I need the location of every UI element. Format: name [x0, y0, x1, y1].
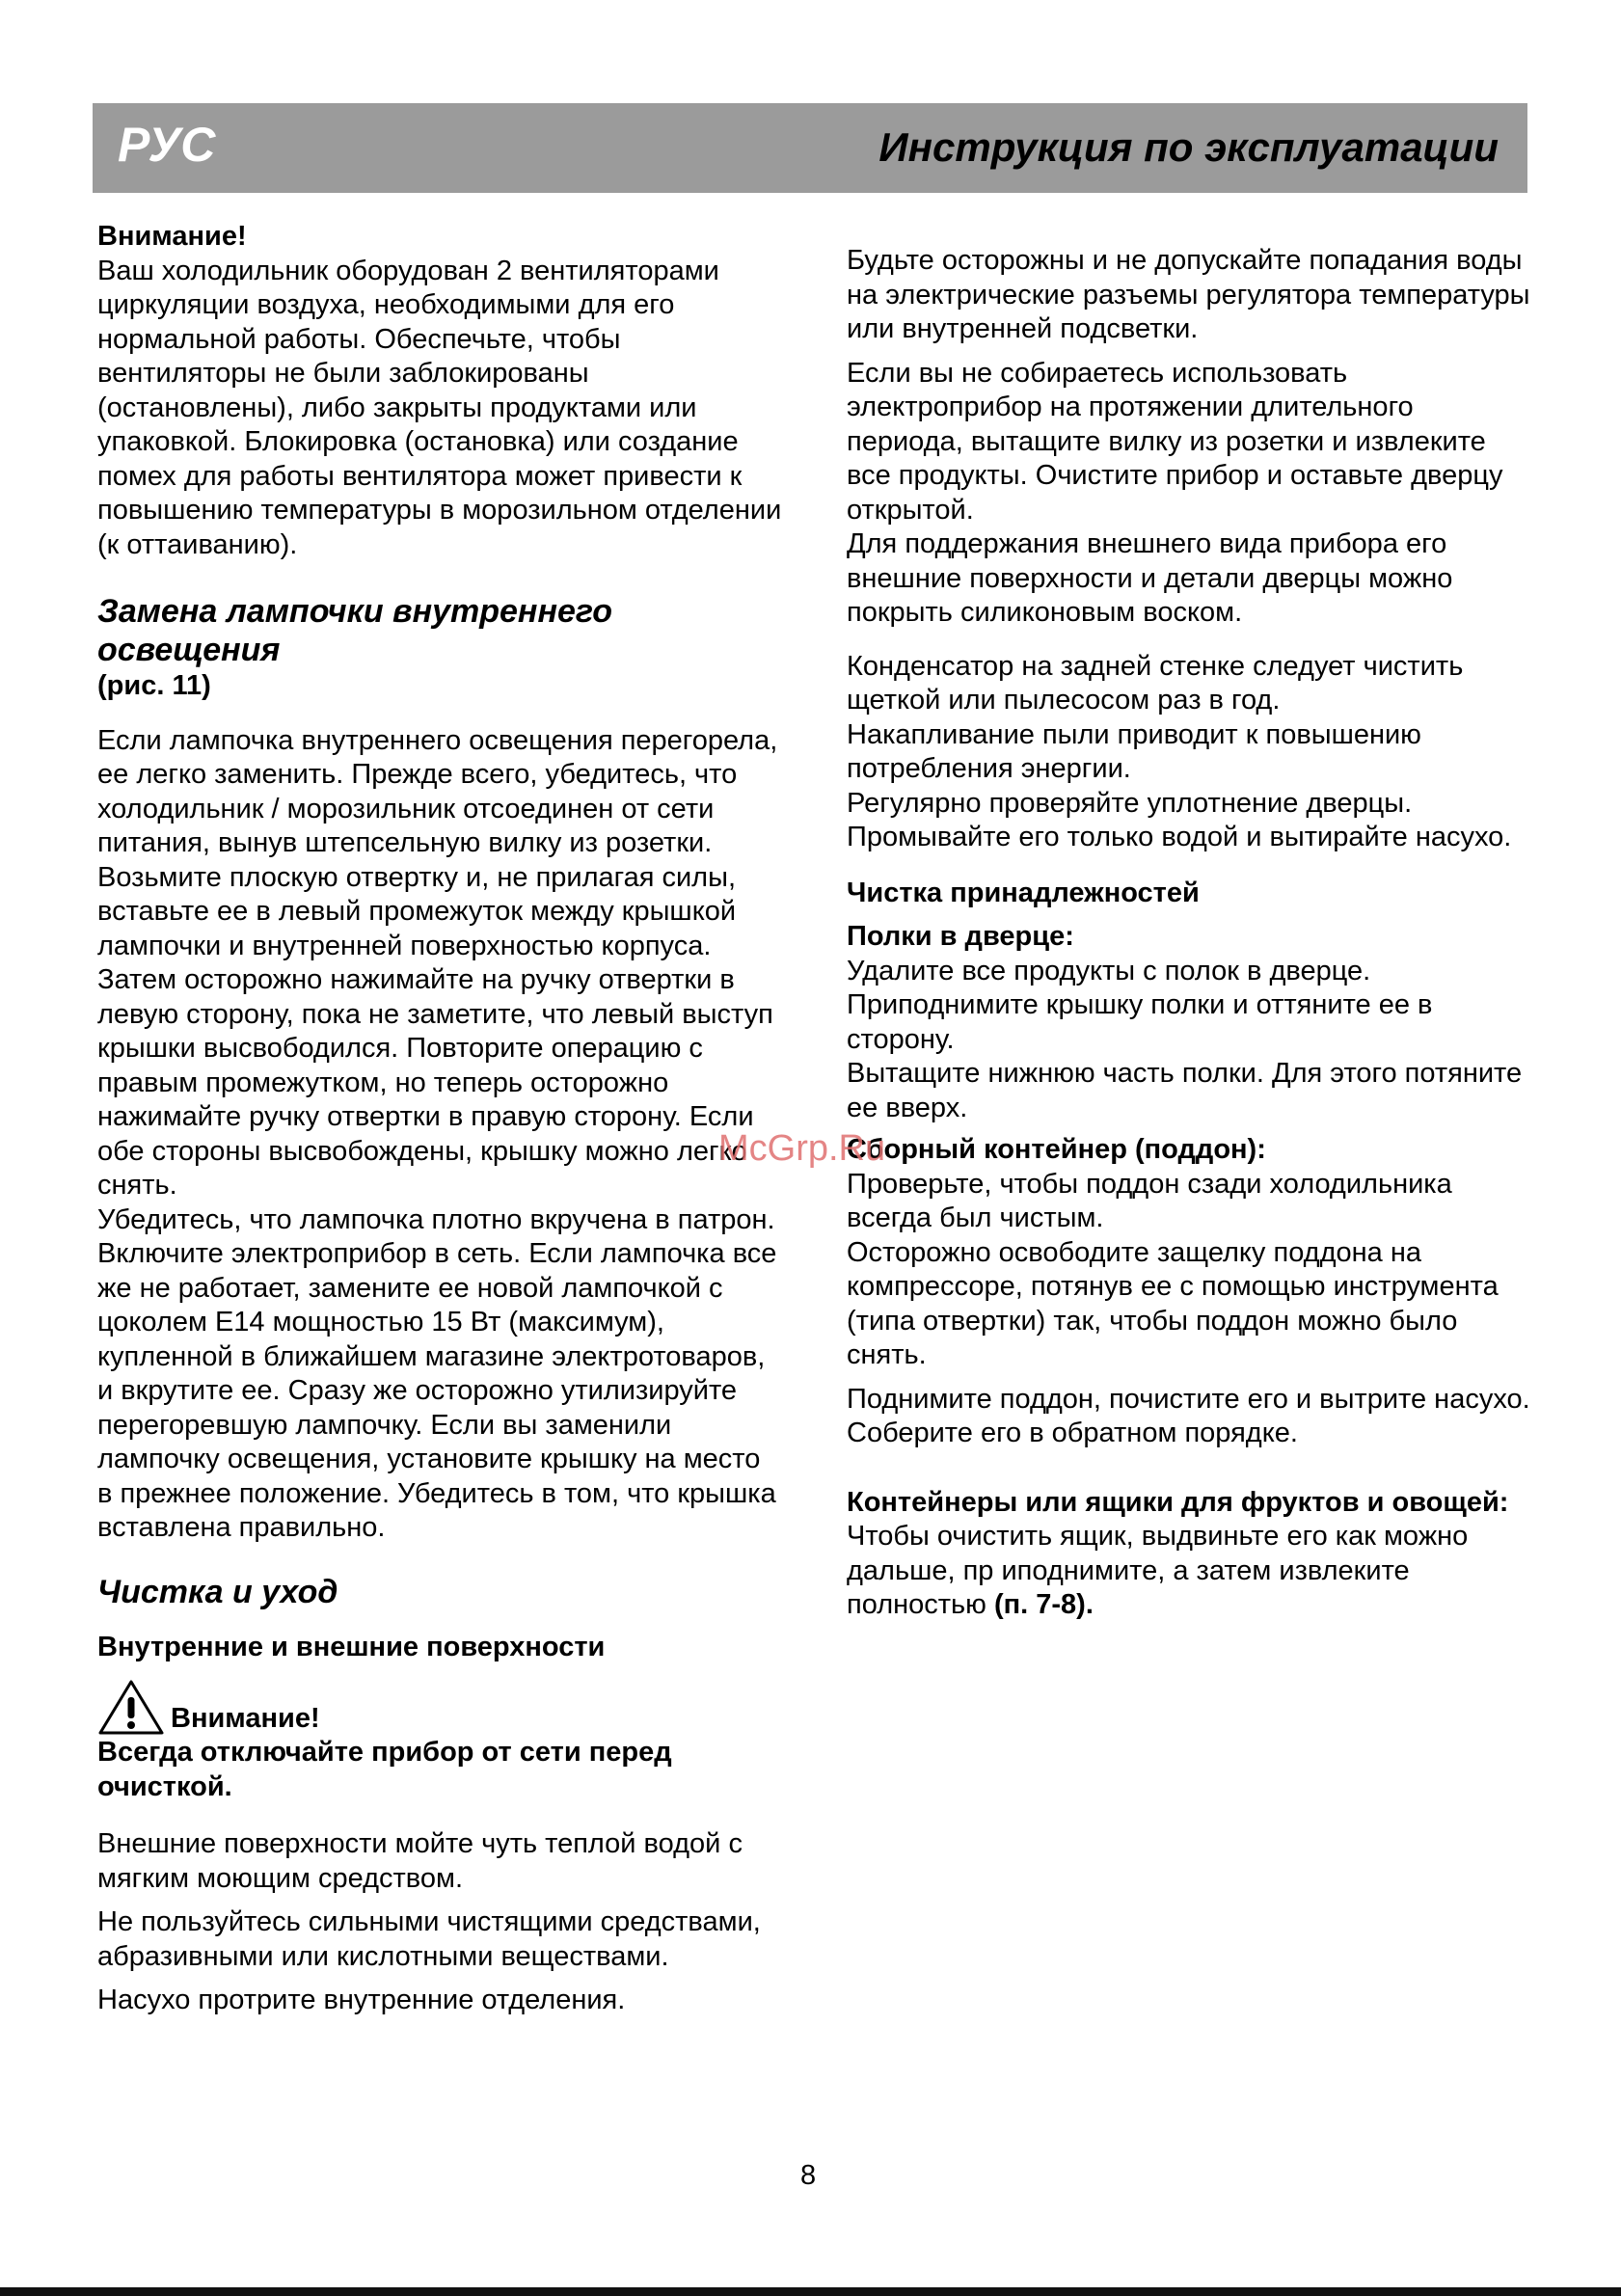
tray-step-1: Проверьте, чтобы поддон сзади холодильника всегда был чистым.	[847, 1168, 1452, 1233]
paragraph-silicone-wax: Для поддержания внешнего вида прибора его внешние поверхности и детали дверцы можно покрыть силиконовым воском.	[847, 528, 1453, 628]
language-label: РУС	[118, 118, 216, 172]
door-step-2: Приподнимите крышку полки и оттяните ее в сторону.	[847, 989, 1433, 1055]
paragraph-condenser: Конденсатор на задней стенке следует чистить щеткой или пылесосом раз в год.	[847, 650, 1464, 716]
paragraph-exterior: Внешние поверхности мойте чуть теплой водой с мягким моющим средством.	[97, 1828, 743, 1894]
paragraph-dry-interior: Насухо протрите внутренние отделения.	[97, 1985, 626, 2015]
watermark: McGrp.Ru	[718, 1128, 886, 1169]
warning2-text: Всегда отключайте прибор от сети перед очисткой.	[97, 1737, 672, 1802]
fruit-boxes-heading: Контейнеры или ящики для фруктов и овощей:	[847, 1486, 1509, 1518]
bottom-rule	[0, 2287, 1621, 2296]
right-column	[847, 244, 1536, 1623]
paragraph-long-absence: Если вы не собираетесь использовать электроприбор на протяжении длительного периода, вытащите вилку из розетки и извлеките все продукты. Очистите прибор и оставьте дверцу открытой.	[847, 357, 1503, 526]
warning-triangle-icon	[97, 1678, 165, 1736]
warning1-title: Внимание!	[97, 221, 247, 252]
tray-step-4: Соберите его в обратном порядке.	[847, 1418, 1298, 1448]
tray-step-2: Осторожно освободите защелку поддона на компрессоре, потянув ее с помощью инструмента (типа отвертки) так, чтобы поддон можно было снять.	[847, 1236, 1499, 1370]
fruit-boxes-text	[847, 1520, 1536, 1623]
left-column	[97, 220, 782, 2018]
paragraph-door-seal: Регулярно проверяйте уплотнение дверцы. Промывайте его только водой и вытирайте насухо.	[847, 787, 1512, 852]
lamp-figure-ref: (рис. 11)	[97, 670, 211, 701]
door-step-1: Удалите все продукты с полок в дверце.	[847, 955, 1371, 986]
lamp-text-1: Если лампочка внутреннего освещения перегорела, ее легко заменить. Прежде всего, убедитесь, что холодильник / морозильник отсоединен от сети питания, вынув штепсельную вилку из розетки. Возьмите плоскую отвертку и, не прилагая силы, вставьте ее в левый промежуток между крышкой лампочки и внутренней поверхностью корпуса. Затем осторожно нажимайте на ручку отвертки в левую сторону, пока не заметите, что левый выступ крышки высвободился. Повторите операцию с правым промежутком, но теперь осторожно нажимайте ручку отвертки в правую сторону. Если обе стороны высвобождены, крышку можно легко снять.	[97, 724, 778, 1201]
door-step-3: Вытащите нижнюю часть полки. Для этого потяните ее вверх.	[847, 1058, 1523, 1123]
fruit-boxes-body: Чтобы очистить ящик, выдвиньте его как можно дальше, пр иподнимите, а затем извлеките полностью	[847, 1521, 1469, 1620]
paragraph-no-abrasives: Не пользуйтесь сильными чистящими средствами, абразивными или кислотными веществами.	[97, 1906, 761, 1972]
tray-heading: Сборный контейнер (поддон):	[847, 1134, 1266, 1165]
paragraph-water-caution: Будьте осторожны и не допускайте попадания воды на электрические разъемы регулятора температуры или внутренней подсветки.	[847, 245, 1530, 344]
care-heading: Чистка и уход	[97, 1573, 338, 1610]
lamp-heading: Замена лампочки внутреннего освещения	[97, 593, 612, 668]
lamp-text-2: Убедитесь, что лампочка плотно вкручена в патрон. Включите электроприбор в сеть. Если лампочка все же не работает, замените ее новой лампочкой с цоколем E14 мощностью 15 Вт (максимум), купленной в ближайшем магазине электротоваров, и вкрутите ее. Сразу же осторожно утилизируйте перегоревшую лампочку. Если вы заменили лампочку освещения, установите крышку на место в прежнее положение. Убедитесь в том, что крышка вставлена правильно.	[97, 1203, 777, 1543]
warning2-title: Внимание!	[171, 1702, 320, 1734]
page-number: 8	[800, 2160, 817, 2191]
accessories-heading: Чистка принадлежностей	[847, 877, 1200, 908]
warning2-row	[97, 1678, 782, 1736]
tray-step-3: Поднимите поддон, почистите его и вытрите насухо.	[847, 1383, 1530, 1415]
surfaces-heading: Внутренние и внешние поверхности	[97, 1631, 606, 1662]
fruit-boxes-ref: (п. 7-8).	[993, 1589, 1094, 1620]
paragraph-dust: Накапливание пыли приводит к повышению потребления энергии.	[847, 718, 1421, 784]
warning1-text: Ваш холодильник оборудован 2 вентиляторами циркуляции воздуха, необходимыми для его нормальной работы. Обеспечьте, чтобы вентиляторы не были заблокированы (остановлены), либо закрыты продуктами или упаковкой. Блокировка (остановка) или создание помех для работы вентилятора может привести к повышению температуры в морозильном отделении (к оттаиванию).	[97, 255, 782, 560]
door-shelves-heading: Полки в дверце:	[847, 921, 1074, 952]
document-title: Инструкция по эксплуатации	[878, 124, 1499, 170]
header-bar	[93, 103, 1527, 193]
